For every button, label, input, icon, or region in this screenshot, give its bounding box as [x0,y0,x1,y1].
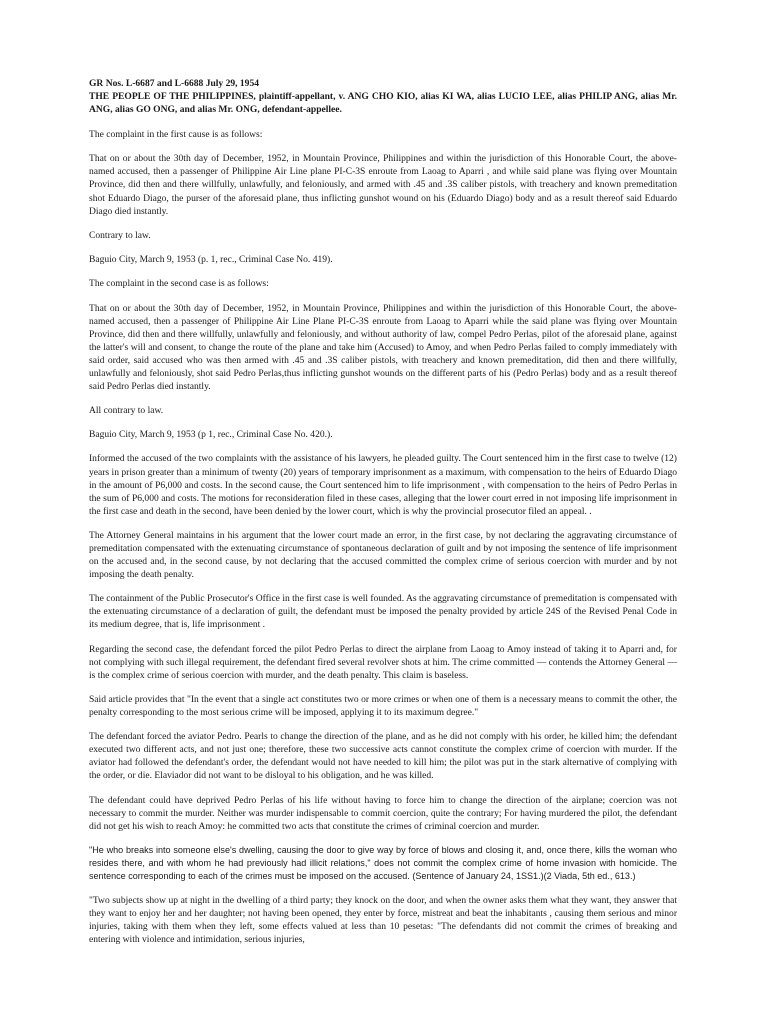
paragraph-14: The defendant forced the aviator Pedro. Pearls to change the direction of the plane, and as he did not comply with his order, he killed him; the defendant executed two different acts, and not just one; therefore, these two successive acts cannot constitute the complex crime of coercion with murder. If the aviator had followed the defendant's order, the defendant would not have needed to kill him; the pilot was put in the stark alternative of complying with the order, or die. Elaviador did not want to be disloyal to his obligation, and he was killed. [89,731,677,782]
paragraph-6: That on or about the 30th day of December, 1952, in Mountain Province, Philippines and within the jurisdiction of this Honorable Court, the above-named accused, then a passenger of Philippine Air Line Plane PI-C-3S enroute from Laoag to Aparri while the said plane was flying over Mountain Province, did then and there willfully, unlawfully and feloniously, and without authority of law, compel Pedro Perlas, pilot of the aforesaid plane, against the latter's will and consent, to change the route of the plane and take him (Accused) to Amoy, and when Pedro Perlas failed to comply immediately with said order, said accused who was then armed with .45 and .3S caliber pistols, with treachery and known premeditation, did then and there willfully, unlawfully and feloniously, shot said Pedro Perlas,thus inflicting gunshot wounds on the different parts of his (Pedro Perlas) body and as a result thereof said Pedro Perlas died instantly. [89,302,677,392]
paragraph-12: Regarding the second case, the defendant forced the pilot Pedro Perlas to direct the airplane from Laoag to Amoy instead of taking it to Aparri and, for not complying with such illegal requirement, the defendant fired several revolver shots at him. The crime committed — contends the Attorney General — is the complex crime of serious coercion with murder, and the death penalty. This claim is baseless. [89,643,677,681]
paragraph-11: The containment of the Public Prosecutor's Office in the first case is well founded. As the aggravating circumstance of premeditation is compensated with the extenuating circumstance of a declaration of guilt, the defendant must be imposed the penalty provided by article 24S of the Revised Penal Code in its medium degree, that is, life imprisonment . [89,593,677,631]
paragraph-4: Baguio City, March 9, 1953 (p. 1, rec., Criminal Case No. 419). [89,254,333,266]
paragraph-9: Informed the accused of the two complaints with the assistance of his lawyers, he pleaded guilty. The Court sentenced him in the first case to twelve (12) years in prison greater than a minimum of twenty (20) years of temporary imprisonment as a maximum, with compensation to the heirs of Eduardo Diago in the amount of P6,000 and costs. In the second cause, the Court sentenced him to life imprisonment , with compensation to the heirs of Pedro Perlas in the sum of P6,000 and costs. The motions for reconsideration filed in these cases, alleging that the lower court erred in not imposing life imprisonment in the first case and death in the second, have been denied by the lower court, which is why the provincial prosecutor filed an appeal. . [89,453,677,517]
paragraph-13: Said article provides that "In the event that a single act constitutes two or more crimes or when one of them is a necessary means to commit the other, the penalty corresponding to the most serious crime will be imposed, applying it to its maximum degree." [89,693,677,718]
paragraph-5: The complaint in the second case is as follows: [89,278,269,290]
case-number: GR Nos. L-6687 and L-6688 July 29, 1954 [89,78,260,89]
paragraph-10: The Attorney General maintains in his argument that the lower court made an error, in the first case, by not declaring the aggravating circumstance of premeditation compensated with the extenuating circumstance of spontaneous declaration of guilt and by not imposing the sentence of life imprisonment on the accused and, in the second cause, by not declaring that the accused committed the complex crime of serious coercion with murder and by not imposing the death penalty. [89,529,677,581]
document-page [89,77,677,958]
paragraph-7: All contrary to law. [89,405,164,417]
paragraph-1: The complaint in the first cause is as follows: [89,129,263,141]
paragraph-17: "Two subjects show up at night in the dwelling of a third party; they knock on the door, and when the owner asks them what they want, they answer that they want to enjoy her and her daughter; not having been opened, they enter by force, mistreat and beat the inhabitants , causing them serious and minor injuries, taking with them when they left, some effects valued at less than 10 pesetas: "The defendants did not commit the crimes of breaking and entering with violence and intimidation, serious injuries, [89,895,677,946]
paragraph-15: The defendant could have deprived Pedro Perlas of his life without having to force him to change the direction of the airplane; coercion was not necessary to commit the murder. Neither was murder indispensable to commit coercion, quite the contrary; For having murdered the pilot, the defendant did not get his wish to reach Amoy: he committed two acts that constitute the crimes of criminal coercion and murder. [89,794,677,832]
paragraph-2: That on or about the 30th day of December, 1952, in Mountain Province, Philippines and within the jurisdiction of this Honorable Court, the above-named accused, then a passenger of Philippine Air Line plane PI-C-3S enroute from Laoag to Aparri , and while said plane was flying over Mountain Province, did then and there willfully, unlawfully, and feloniously, and armed with .45 and .3S caliber pistols, with treachery and known premeditation shot Eduardo Diago, the purser of the aforesaid plane, thus inflicting gunshot wound on his (Eduardo Diago) body and as a result thereof said Eduardo Diago died instantly. [89,153,677,217]
paragraph-16: "He who breaks into someone else's dwelling, causing the door to give way by force of blows and closing it, and, once there, kills the woman who resides there, and with whom he had previously had illicit relations," does not commit the complex crime of home invasion with homicide. The sentence corresponding to each of the crimes must be imposed on the accused. (Sentence of January 24, 1SS1.)(2 Viada, 5th ed., 613.) [89,844,677,882]
document-heading [89,77,677,116]
paragraph-8: Baguio City, March 9, 1953 (p 1, rec., Criminal Case No. 420.). [89,429,333,441]
case-title: THE PEOPLE OF THE PHILIPPINES, plaintiff-appellant, v. ANG CHO KIO, alias KI WA, alias LUCIO LEE, alias PHILIP ANG, alias Mr. ANG, alias GO ONG, and alias Mr. ONG, defendant-appellee. [89,91,677,116]
paragraph-3: Contrary to law. [89,229,151,241]
